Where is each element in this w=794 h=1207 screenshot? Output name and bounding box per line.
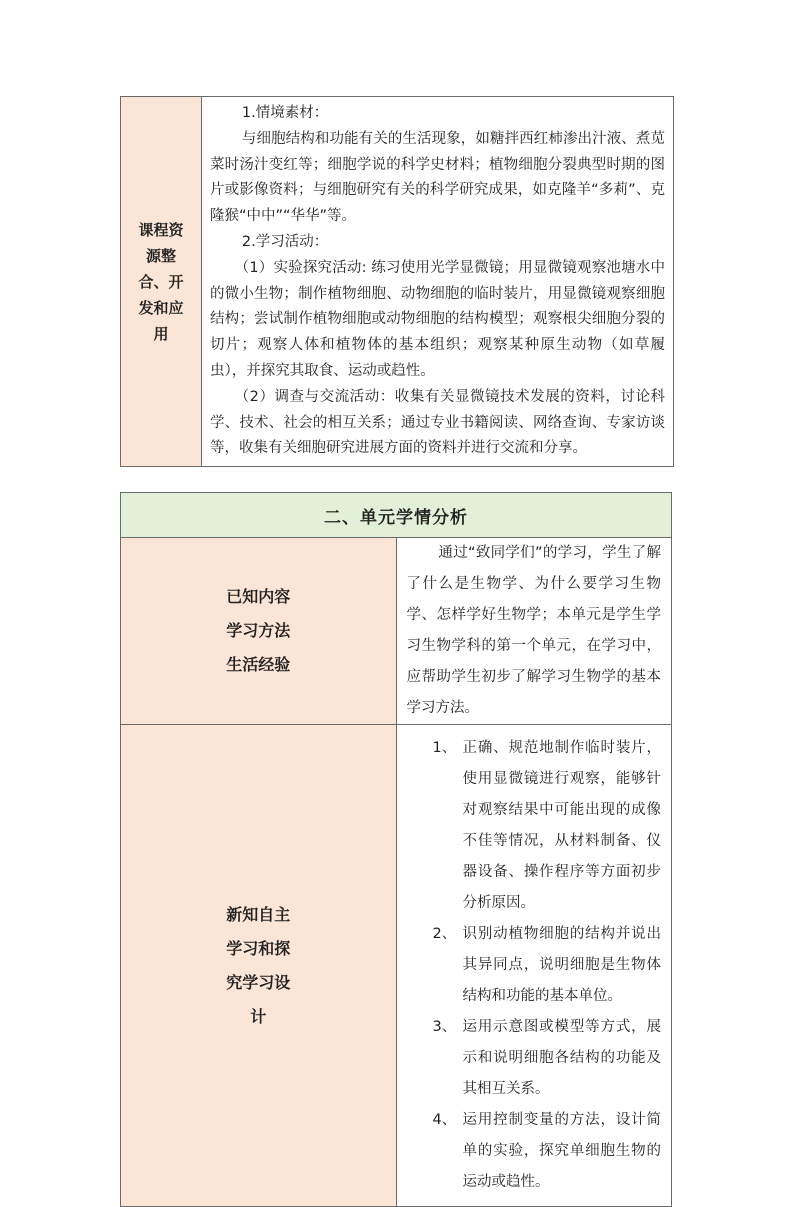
resources-situation-text: 与细胞结构和功能有关的生活现象，如糖拌西红柿渗出汁液、煮苋菜时汤汁变红等；细胞学说的科学史材料；植物细胞分裂典型时期的图片或影像资料；与细胞研究有关的科学研究成果，如克隆羊“多莉”、克隆猴“中中”“华华”等。 [210, 130, 665, 225]
resources-label-line: 课程资 [138, 220, 184, 239]
resources-table [120, 96, 674, 467]
list-item-text: 运用示意图或模型等方式，展示和说明细胞各结构的功能及其相互关系。 [462, 1019, 661, 1097]
list-item [433, 733, 662, 919]
known-label-cell [121, 538, 397, 725]
resources-label-line: 合、开 [138, 272, 184, 291]
list-item-number: 1、 [432, 740, 457, 756]
known-label-line: 已知内容 [226, 587, 291, 606]
new-knowledge-list [397, 725, 672, 1206]
new-knowledge-label-line: 学习和探 [226, 938, 291, 958]
analysis-table [120, 492, 672, 1207]
known-content-cell [396, 538, 672, 725]
known-text: 通过“致同学们”的学习，学生了解了什么是生物学、为什么要学习生物学、怎样学好生物学；本单元是学生学习生物学科的第一个单元，在学习中，应帮助学生初步了解学习生物学的基本学习方法。 [406, 545, 661, 716]
new-knowledge-label-line: 计 [250, 1006, 267, 1026]
resources-content-cell [202, 97, 674, 467]
list-item-text: 识别动植物细胞的结构并说出其异同点，说明细胞是生物体结构和功能的基本单位。 [462, 926, 661, 1004]
new-knowledge-content-cell [396, 725, 672, 1207]
resources-label-line: 源整 [145, 246, 176, 265]
list-item [433, 1105, 662, 1198]
resources-label-line: 用 [153, 324, 169, 343]
list-item-text: 运用控制变量的方法，设计简单的实验，探究单细胞生物的运动或趋性。 [462, 1112, 661, 1190]
resources-label-cell [121, 97, 202, 467]
new-knowledge-label-line: 新知自主 [226, 904, 291, 924]
resources-activity-survey: （2）调查与交流活动：收集有关显微镜技术发展的资料，讨论科学、技术、社会的相互关系；通过专业书籍阅读、网络查询、专家访谈等，收集有关细胞研究进展方面的资料并进行交流和分享。 [210, 388, 665, 457]
resources-activity-experiment: （1）实验探究活动: 练习使用光学显微镜；用显微镜观察池塘水中的微小生物；制作植物细胞、动物细胞的临时装片，用显微镜观察细胞结构；尝试制作植物细胞或动物细胞的结构模型；观察根尖细胞分裂的切片；观察人体和植物体的基本组织；观察某种原生动物（如草履虫），并探究其取食、运动或趋性。 [210, 259, 665, 379]
list-item-number: 2、 [432, 926, 457, 942]
new-knowledge-label-cell [121, 725, 397, 1207]
list-item-number: 3、 [432, 1019, 457, 1035]
known-label-line: 学习方法 [226, 621, 291, 640]
list-item [433, 919, 662, 1012]
known-label-line: 生活经验 [226, 655, 291, 674]
list-item-number: 4、 [432, 1112, 457, 1128]
resources-heading-situation: 1.情境素材： [241, 105, 329, 121]
list-item-text: 正确、规范地制作临时装片，使用显微镜进行观察，能够针对观察结果中可能出现的成像不佳等情况，从材料制备、仪器设备、操作程序等方面初步分析原因。 [462, 740, 661, 911]
list-item [433, 1012, 662, 1105]
resources-heading-activities: 2.学习活动： [241, 233, 329, 250]
resources-label-line: 发和应 [138, 298, 184, 317]
analysis-title: 二、单元学情分析 [121, 493, 672, 538]
new-knowledge-label-line: 究学习设 [226, 972, 291, 992]
